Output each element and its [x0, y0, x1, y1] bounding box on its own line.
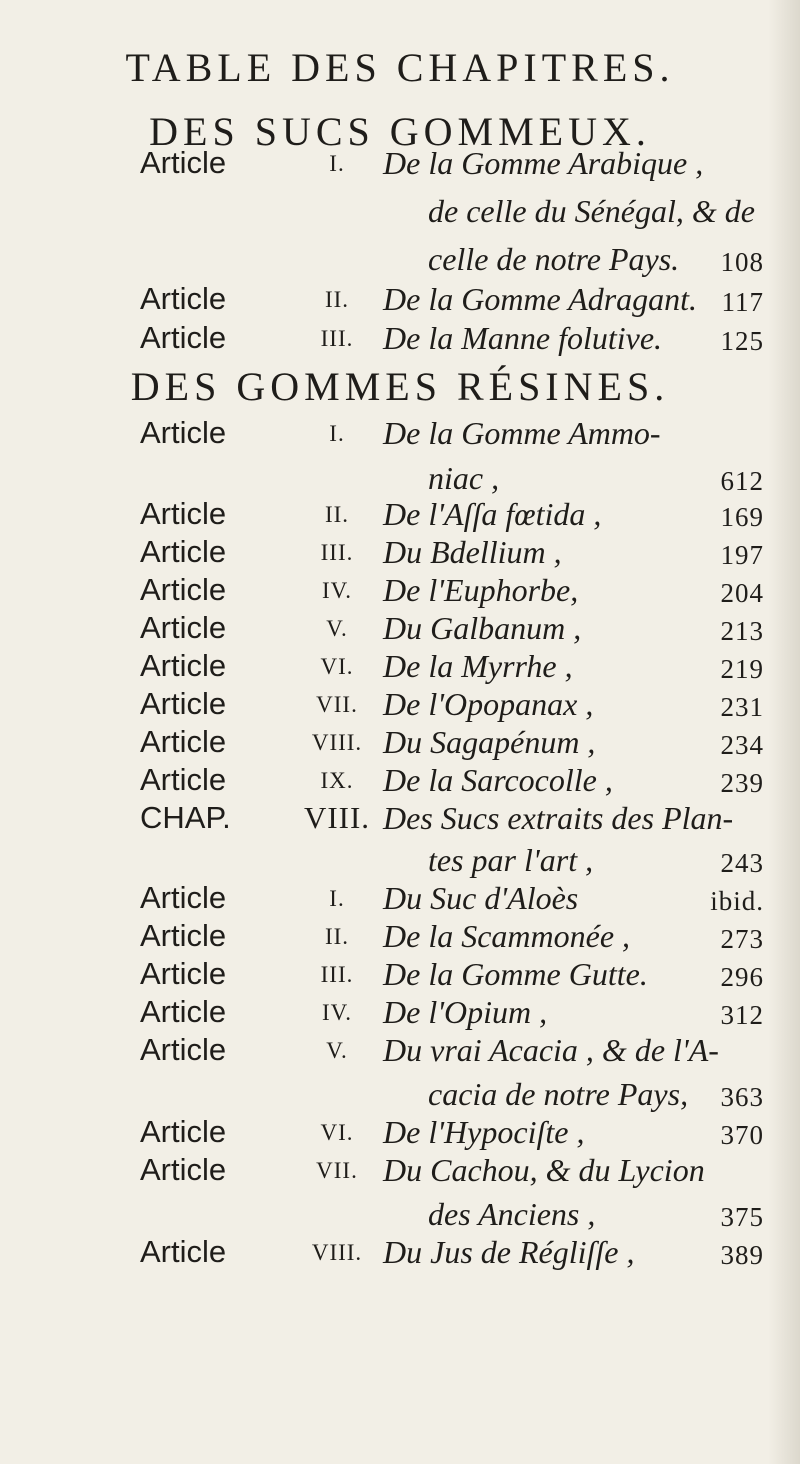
entry-page: ibid.	[710, 886, 764, 916]
entry-page: 125	[720, 326, 764, 356]
toc-entry	[0, 1152, 800, 1202]
entry-title: Du vrai Acacia , & de l'A-	[383, 1032, 719, 1068]
entry-label: Article	[140, 1152, 227, 1187]
entry-title: niac ,	[428, 460, 500, 496]
entry-title: Du Sagapénum ,	[383, 724, 596, 760]
page-title: TABLE DES CHAPITRES.	[125, 45, 675, 90]
chapter-number: VIII.	[303, 800, 371, 835]
entry-number: VII.	[316, 1158, 358, 1183]
entry-number: I.	[329, 151, 345, 176]
entry-number: VI.	[320, 654, 354, 679]
entry-title: cacia de notre Pays,	[428, 1076, 689, 1112]
entry-label: Article	[140, 1032, 227, 1067]
entry-number: VII.	[316, 692, 358, 717]
entry-number: II.	[324, 502, 350, 527]
entry-title: De la Manne folutive.	[383, 320, 663, 356]
entry-number: II.	[324, 287, 350, 312]
entry-number: IV.	[321, 1000, 353, 1025]
entry-page: 370	[720, 1120, 764, 1150]
toc-entry-continuation	[0, 193, 800, 243]
entry-title: De l'Hypociſte ,	[383, 1114, 585, 1150]
entry-title: De la Gomme Arabique ,	[383, 145, 704, 181]
chapter-title: Des Sucs extraits des Plan-	[383, 800, 734, 836]
entry-number: II.	[324, 924, 350, 949]
entry-title: De la Sarcocolle ,	[383, 762, 613, 798]
entry-title: De la Gomme Adragant.	[383, 281, 698, 317]
entry-label: Article	[140, 880, 227, 915]
entry-title: De la Scammonée ,	[383, 918, 631, 954]
entry-label: Article	[140, 415, 227, 450]
entry-title: Du Jus de Régliſſe ,	[383, 1234, 635, 1270]
entry-page: 231	[720, 692, 764, 722]
entry-number: I.	[329, 421, 345, 446]
entry-page: 389	[720, 1240, 764, 1270]
entry-number: V.	[326, 1038, 348, 1063]
entry-number: VIII.	[311, 1240, 363, 1265]
entry-label: Article	[140, 994, 227, 1029]
entry-label: Article	[140, 496, 227, 531]
entry-number: VIII.	[311, 730, 363, 755]
entry-page: 312	[720, 1000, 764, 1030]
entry-page: 239	[720, 768, 764, 798]
entry-number: III.	[320, 962, 354, 987]
section-heading-sucs-gommeux: DES SUCS GOMMEUX.	[149, 109, 651, 154]
entry-number: III.	[320, 326, 354, 351]
entry-page: 234	[720, 730, 764, 760]
entry-title: des Anciens ,	[428, 1196, 596, 1232]
section-heading-gommes-resines: DES GOMMES RÉSINES.	[130, 364, 670, 409]
entry-title: De la Gomme Gutte.	[383, 956, 648, 992]
entry-number: I.	[329, 886, 345, 911]
entry-title: Du Galbanum ,	[383, 610, 582, 646]
entry-title: celle de notre Pays.	[428, 241, 680, 277]
chapter-title: tes par l'art ,	[428, 842, 594, 878]
entry-number: III.	[320, 540, 354, 565]
entry-number: IV.	[321, 578, 353, 603]
entry-label: Article	[140, 281, 227, 316]
entry-label: Article	[140, 648, 227, 683]
entry-page: 219	[720, 654, 764, 684]
entry-page: 204	[720, 578, 764, 608]
entry-page: 273	[720, 924, 764, 954]
entry-label: Article	[140, 610, 227, 645]
entry-label: Article	[140, 145, 227, 180]
entry-page: 243	[720, 848, 764, 878]
toc-entry	[0, 145, 800, 195]
entry-label: Article	[140, 724, 227, 759]
entry-page: 296	[720, 962, 764, 992]
entry-title: Du Suc d'Aloès	[383, 880, 579, 916]
entry-page: 213	[720, 616, 764, 646]
entry-label: Article	[140, 534, 227, 569]
entry-number: IX.	[320, 768, 354, 793]
entry-page: 117	[721, 287, 764, 317]
entry-label: Article	[140, 956, 227, 991]
entry-page: 108	[720, 247, 764, 277]
entry-number: VI.	[320, 1120, 354, 1145]
entry-label: Article	[140, 762, 227, 797]
chapter-label: CHAP.	[140, 800, 231, 835]
entry-title: De l'Aſſa fœtida ,	[383, 496, 602, 532]
entry-title: Du Cachou, & du Lycion	[383, 1152, 705, 1188]
entry-title: De la Myrrhe ,	[383, 648, 573, 684]
entry-title: De l'Opopanax ,	[383, 686, 594, 722]
entry-page: 197	[720, 540, 764, 570]
entry-page: 375	[720, 1202, 764, 1232]
entry-label: Article	[140, 572, 227, 607]
entry-label: Article	[140, 1234, 227, 1269]
toc-entry	[0, 1032, 800, 1082]
entry-number: V.	[326, 616, 348, 641]
entry-label: Article	[140, 1114, 227, 1149]
entry-page: 612	[720, 466, 764, 496]
entry-title: De l'Euphorbe,	[383, 572, 579, 608]
entry-label: Article	[140, 320, 227, 355]
entry-title: De l'Opium ,	[383, 994, 548, 1030]
entry-title: Du Bdellium ,	[383, 534, 562, 570]
toc-entry	[0, 1234, 800, 1284]
entry-label: Article	[140, 918, 227, 953]
entry-title: De la Gomme Ammo-	[383, 415, 661, 451]
entry-title: de celle du Sénégal, & de	[428, 193, 755, 229]
entry-label: Article	[140, 686, 227, 721]
entry-page: 363	[720, 1082, 764, 1112]
entry-page: 169	[720, 502, 764, 532]
toc-entry	[0, 415, 800, 465]
